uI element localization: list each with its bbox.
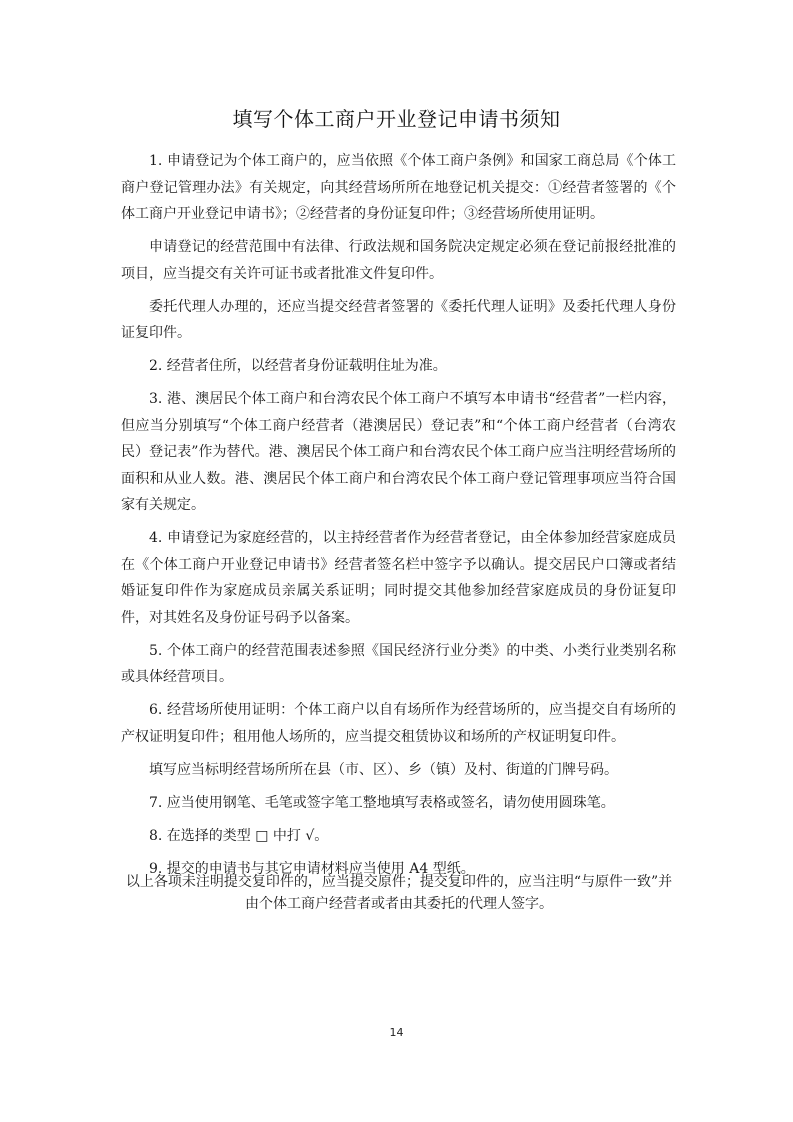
paragraph-item-3: 3. 港、澳居民个体工商户和台湾农民个体工商户不填写本申请书“经营者”一栏内容，但应当分别填写“个体工商户经营者（港澳居民）登记表”和“个体工商户经营者（台湾农民）登记表”作为替代。港、澳居民个体工商户和台湾农民个体工商户应当注明经营场所的面积和从业人数。港、澳居民个体工商户和台湾农民个体工商户登记管理事项应当符合国家有关规定。 xyxy=(121,391,676,513)
paragraph-item-8: 8. 在选择的类型 □ 中打 √。 xyxy=(149,827,329,844)
page-title: 填写个体工商户开业登记申请书须知 xyxy=(232,107,561,131)
paragraph-item-1-agent: 委托代理人办理的，还应当提交经营者签署的《委托代理人证明》及委托代理人身份证复印件。 xyxy=(121,298,676,341)
paragraph-item-2: 2. 经营者住所，以经营者身份证载明住址为准。 xyxy=(149,358,447,374)
page-number: 14 xyxy=(389,1026,404,1039)
paragraph-item-4: 4. 申请登记为家庭经营的，以主持经营者作为经营者登记，由全体参加经营家庭成员在《个体工商户开业登记申请书》经营者签名栏中签字予以确认。提交居民户口簿或者结婚证复印件作为家庭成员亲属关系证明；同时提交其他参加经营家庭成员的身份证复印件，对其姓名及身份证号码予以备案。 xyxy=(121,530,676,626)
instructions-body xyxy=(121,148,676,889)
paragraph-item-7: 7. 应当使用钢笔、毛笔或签字笔工整地填写表格或签名，请勿使用圆珠笔。 xyxy=(149,794,615,811)
paragraph-item-1: 1. 申请登记为个体工商户的，应当依照《个体工商户条例》和国家工商总局《个体工商户登记管理办法》有关规定，向其经营场所所在地登记机关提交：①经营者签署的《个体工商户开业登记申请书》；②经营者的身份证复印件；③经营场所使用证明。 xyxy=(121,153,676,222)
paragraph-item-6-address: 填写应当标明经营场所所在县（市、区）、乡（镇）及村、街道的门牌号码。 xyxy=(149,761,618,778)
closing-note-line-2: 由个体工商户经营者或者由其委托的代理人签字。 xyxy=(245,896,553,912)
paragraph-item-6: 6. 经营场所使用证明：个体工商户以自有场所作为经营场所的，应当提交自有场所的产权证明复印件；租用他人场所的，应当提交租赁协议和场所的产权证明复印件。 xyxy=(121,702,676,745)
paragraph-item-5: 5. 个体工商户的经营范围表述参照《国民经济行业分类》的中类、小类行业类别名称或具体经营项目。 xyxy=(121,642,676,685)
paragraph-item-9: 9. 提交的申请书与其它申请材料应当使用 A4 型纸。 xyxy=(149,860,475,877)
paragraph-item-1-scope: 申请登记的经营范围中有法律、行政法规和国务院决定规定必须在登记前报经批准的项目，应当提交有关许可证书或者批准文件复印件。 xyxy=(121,239,676,282)
closing-note xyxy=(118,871,680,915)
closing-note-line-1: 以上各项未注明提交复印件的，应当提交原件；提交复印件的，应当注明“与原件一致”并 xyxy=(125,874,673,890)
